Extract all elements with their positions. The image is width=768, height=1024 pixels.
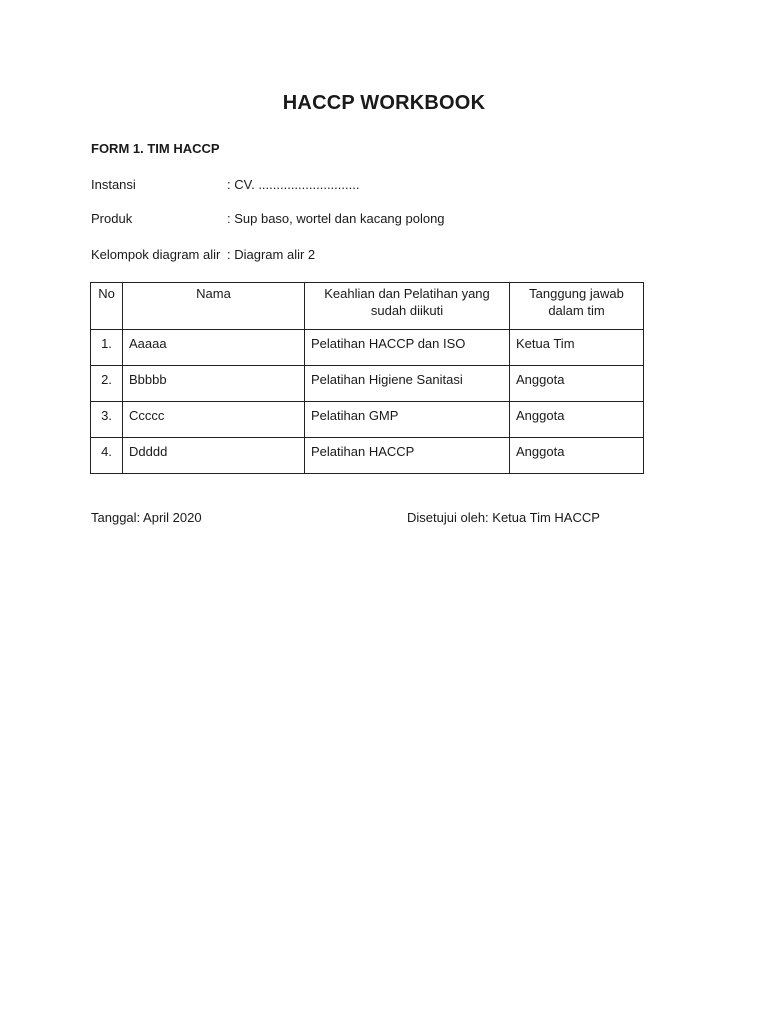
cell-tanggung-jawab: Anggota (510, 402, 644, 438)
cell-no: 4. (91, 438, 123, 474)
page-title: HACCP WORKBOOK (282, 92, 486, 114)
cell-tanggung-jawab: Anggota (510, 366, 644, 402)
cell-nama: Aaaaa (123, 330, 305, 366)
cell-keahlian: Pelatihan GMP (305, 402, 510, 438)
cell-tanggung-jawab: Ketua Tim (510, 330, 644, 366)
header-no: No (91, 283, 123, 330)
cell-no: 3. (91, 402, 123, 438)
info-key: Instansi (91, 177, 136, 192)
table-row (91, 402, 644, 438)
cell-nama: Ddddd (123, 438, 305, 474)
approval-label: Disetujui oleh: Ketua Tim HACCP (407, 510, 600, 525)
team-table (90, 282, 644, 474)
info-key: Kelompok diagram alir (91, 247, 221, 262)
header-nama: Nama (123, 283, 305, 330)
header-keahlian: Keahlian dan Pelatihan yang sudah diikuti (305, 283, 510, 330)
cell-nama: Bbbbb (123, 366, 305, 402)
table-row (91, 330, 644, 366)
cell-nama: Ccccc (123, 402, 305, 438)
cell-tanggung-jawab: Anggota (510, 438, 644, 474)
date-label: Tanggal: April 2020 (91, 510, 202, 525)
cell-keahlian: Pelatihan Higiene Sanitasi (305, 366, 510, 402)
cell-no: 2. (91, 366, 123, 402)
info-value: : CV. ............................ (227, 177, 360, 192)
table-header-row (91, 283, 644, 330)
info-key: Produk (91, 211, 133, 226)
header-tanggung-jawab: Tanggung jawab dalam tim (510, 283, 644, 330)
cell-keahlian: Pelatihan HACCP dan ISO (305, 330, 510, 366)
table-row (91, 366, 644, 402)
form-label: FORM 1. TIM HACCP (91, 141, 220, 156)
table-row (91, 438, 644, 474)
info-value: : Diagram alir 2 (227, 247, 316, 262)
info-value: : Sup baso, wortel dan kacang polong (227, 211, 445, 226)
cell-no: 1. (91, 330, 123, 366)
cell-keahlian: Pelatihan HACCP (305, 438, 510, 474)
